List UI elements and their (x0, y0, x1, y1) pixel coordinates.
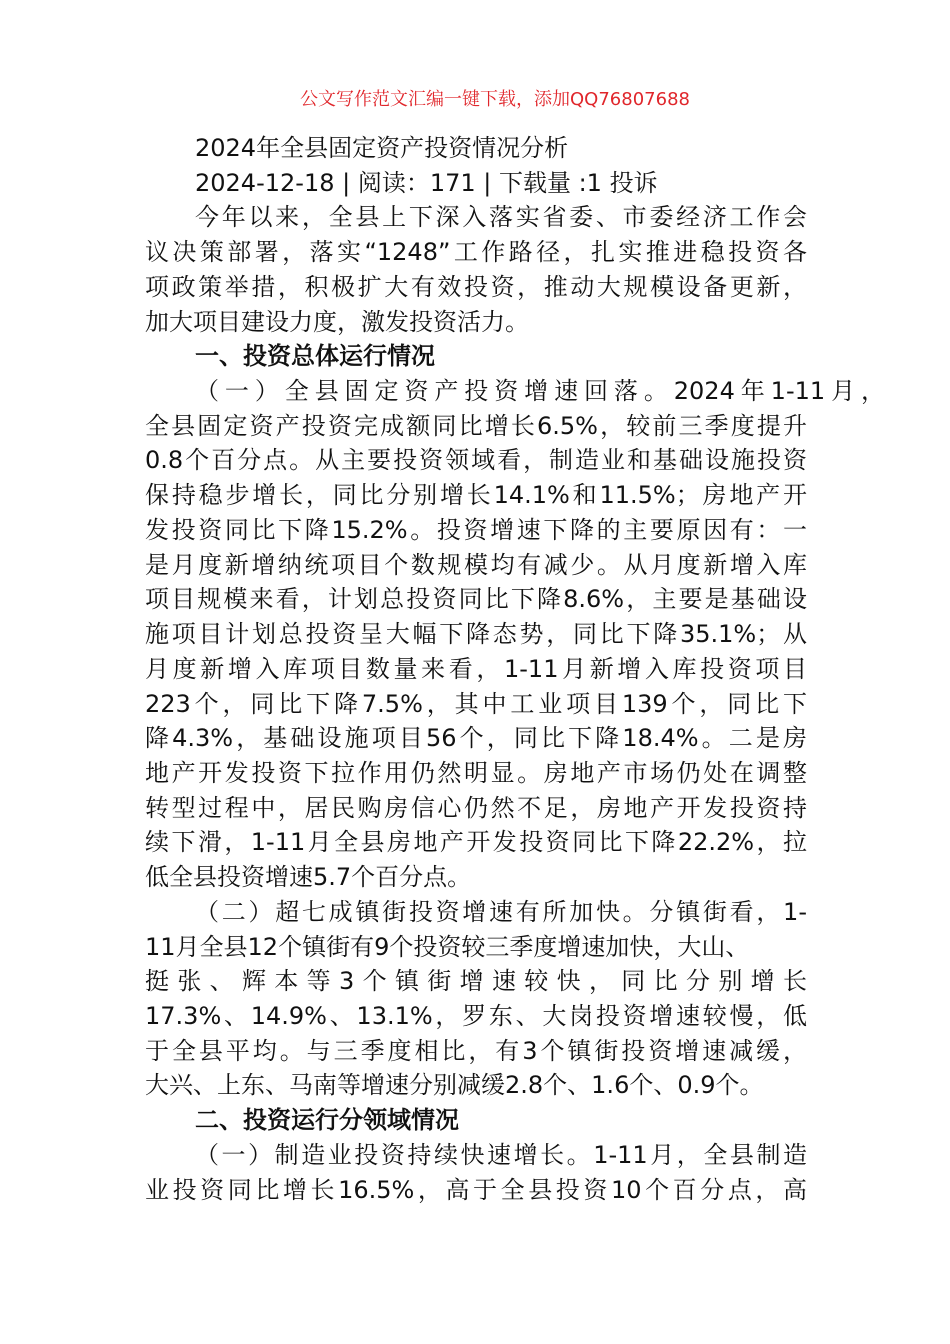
paragraphs (145, 200, 885, 1207)
watermark-banner: 公文写作范文汇编一键下载，添加QQ76807688 (300, 89, 690, 110)
section-heading (145, 1103, 807, 1138)
text-line: 223个，同比下降7.5%，其中工业项目139个，同比下 (145, 689, 807, 718)
text-line: 是月度新增纳统项目个数规模均有减少。从月度新增入库 (145, 550, 807, 579)
text-line: 续下滑，1-11月全县房地产开发投资同比下降22.2%，拉 (145, 828, 807, 857)
text-line: 大兴、上东、马南等增速分别减缓2.8个、1.6个、0.9个。 (145, 1071, 764, 1100)
text-line: 项目规模来看，计划总投资同比下降8.6%，主要是基础设 (145, 585, 807, 614)
text-line: 转型过程中，居民购房信心仍然不足，房地产开发投资持 (145, 793, 807, 822)
document-meta: 2024-12-18 | 阅读：171 | 下载量 :1 投诉 (195, 168, 658, 197)
document-title: 2024年全县固定资产投资情况分析 (195, 134, 569, 162)
text-line: 月度新增入库项目数量来看，1-11月新增入库投资项目 (145, 654, 807, 683)
paragraph (145, 1138, 807, 1207)
text-line: 一、投资总体运行情况 (195, 342, 435, 371)
text-line: 于全县平均。与三季度相比，有3个镇街投资增速减缓， (145, 1036, 807, 1065)
paragraph (145, 895, 807, 1103)
text-line: （二）超七成镇街投资增速有所加快。分镇街看，1- (195, 897, 807, 926)
text-line: 今年以来，全县上下深入落实省委、市委经济工作会 (195, 203, 807, 232)
paragraph (145, 200, 807, 339)
text-line: 降4.3%，基础设施项目56个，同比下降18.4%。二是房 (145, 724, 807, 753)
text-line: 加大项目建设力度，激发投资活力。 (145, 307, 529, 336)
text-line: 0.8个百分点。从主要投资领域看，制造业和基础设施投资 (145, 446, 807, 475)
text-line: 保持稳步增长，同比分别增长14.1%和11.5%；房地产开 (145, 481, 807, 510)
text-line: （一）制造业投资持续快速增长。1-11月，全县制造 (195, 1140, 807, 1169)
text-line: 发投资同比下降15.2%。投资增速下降的主要原因有：一 (145, 515, 807, 544)
text-line: 项政策举措，积极扩大有效投资，推动大规模设备更新， (145, 272, 807, 301)
paragraph (145, 374, 885, 895)
text-line: （一）全县固定资产投资增速回落。2024年1-11月， (195, 377, 885, 406)
text-line: 挺张、辉本等3个镇街增速较快，同比分别增长 (145, 967, 807, 996)
text-line: 17.3%、14.9%、13.1%，罗东、大岗投资增速较慢，低 (145, 1001, 807, 1030)
text-line: 11月全县12个镇街有9个投资较三季度增速加快，大山、 (145, 932, 750, 961)
text-line: 全县固定资产投资完成额同比增长6.5%，较前三季度提升 (145, 411, 807, 440)
text-line: 业投资同比增长16.5%，高于全县投资10个百分点，高 (145, 1175, 807, 1204)
document-body (145, 131, 885, 1207)
text-line: 议决策部署，落实“1248”工作路径，扎实推进稳投资各 (145, 238, 807, 267)
text-line: 低全县投资增速5.7个百分点。 (145, 863, 472, 892)
section-heading (145, 339, 807, 374)
text-line: 地产开发投资下拉作用仍然明显。房地产市场仍处在调整 (145, 758, 807, 787)
text-line: 二、投资运行分领域情况 (195, 1106, 459, 1135)
text-line: 施项目计划总投资呈大幅下降态势，同比下降35.1%；从 (145, 620, 807, 649)
